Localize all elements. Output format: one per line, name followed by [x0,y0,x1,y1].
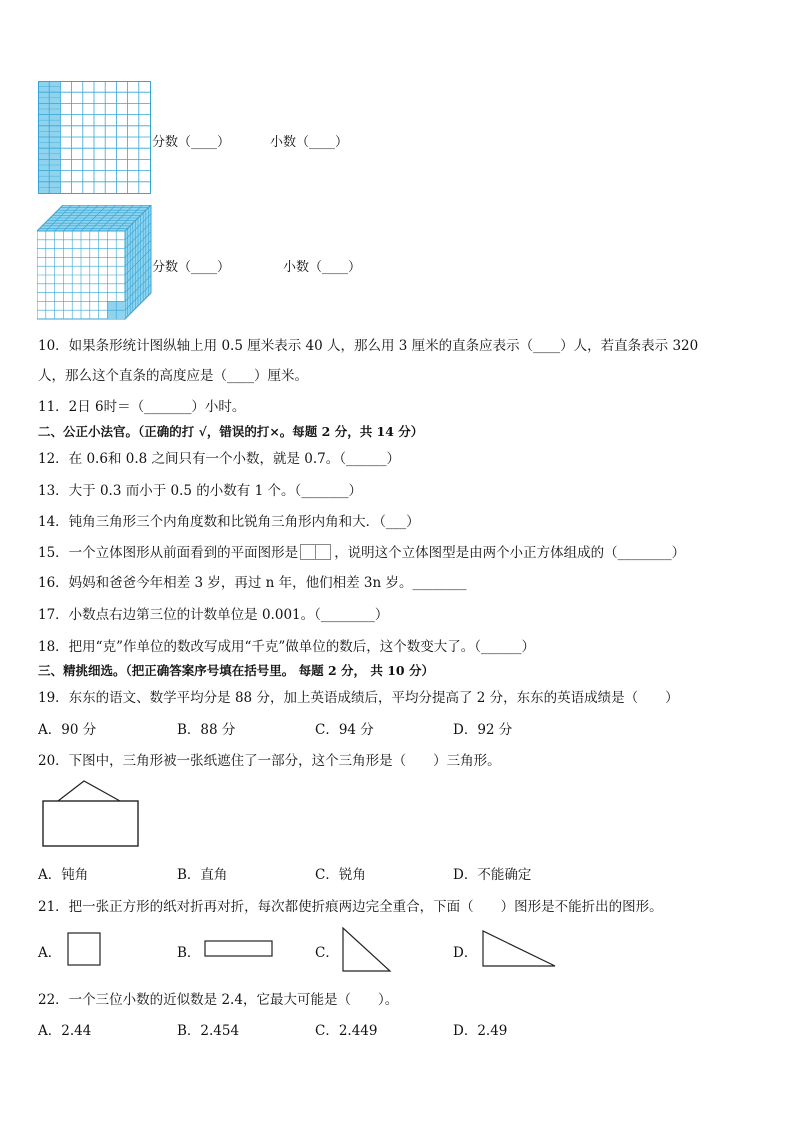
question-10-line-2: 人，那么这个直条的高度应是（____）厘米。 [38,368,308,384]
question-19: 19．东东的语文、数学平均分是 88 分，加上英语成绩后，平均分提高了 2 分，东东的英语成绩是（ ） [38,690,679,706]
section-3-heading: 三、精挑细选。（把正确答案序号填在括号里。 每题 2 分， 共 10 分） [38,663,434,678]
question-22: 22．一个三位小数的近似数是 2.4，它最大可能是（ ）。 [38,992,399,1008]
q19-option-c: C．94 分 [315,722,374,738]
question-17: 17．小数点右边第三位的计数单位是 0.001。（________） [38,607,389,623]
question-16: 16．妈妈和爸爸今年相差 3 岁，再过 n 年，他们相差 3n 岁。________ [38,575,467,591]
fraction-answer-label-1: 分数（____） [152,135,231,150]
q19-option-d: D．92 分 [453,722,513,738]
q22-option-b: B．2.454 [177,1023,240,1039]
q21-option-b: B． [177,945,201,961]
question-10-line-1: 10．如果条形统计图纵轴上用 0.5 厘米表示 40 人，那么用 3 厘米的直条应表示（____）人，若直条表示 320 [38,338,699,354]
decimal-answer-label-1: 小数（____） [270,135,349,150]
q22-option-d: D．2.49 [453,1023,508,1039]
grid-figure [38,81,152,199]
question-11: 11．2日 6时＝（_______）小时。 [38,399,246,415]
cube-figure [37,205,153,325]
right-triangle-shape [482,930,558,972]
q22-option-a: A．2.44 [38,1023,92,1039]
question-20: 20．下图中，三角形被一张纸遮住了一部分，这个三角形是（ ）三角形。 [38,753,501,769]
fraction-answer-label-2: 分数（____） [152,260,231,275]
q20-option-a: A．钝角 [38,867,89,883]
right-isosceles-triangle-shape [342,927,394,977]
q20-option-d: D．不能确定 [453,867,532,883]
question-12: 12．在 0.6和 0.8 之间只有一个小数，就是 0.7。（______） [38,451,401,467]
question-21: 21．把一张正方形的纸对折再对折，每次都使折痕两边完全重合，下面（ ）图形是不能折出的图形。 [38,899,663,915]
q22-option-c: C．2.449 [315,1023,378,1039]
section-2-heading: 二、公正小法官。（正确的打 √，错误的打×。每题 2 分，共 14 分） [38,424,424,439]
question-14: 14．钝角三角形三个内角度数和比锐角三角形内角和大．（___） [38,514,420,530]
covered-triangle-figure [42,780,142,852]
q19-option-a: A．90 分 [38,722,97,738]
q19-option-b: B．88 分 [177,722,236,738]
q20-option-b: B．直角 [177,867,228,883]
q21-option-d: D． [453,945,478,961]
question-15-after: ，说明这个立体图型是由两个小正方体组成的（________） [334,545,686,561]
question-15 [38,541,685,561]
decimal-answer-label-2: 小数（____） [283,260,362,275]
question-13: 13．大于 0.3 而小于 0.5 的小数有 1 个。（_______） [38,483,362,499]
q21-option-a: A． [38,945,62,961]
rectangle-shape [204,940,274,962]
q21-option-c: C． [315,945,339,961]
square-shape [67,932,101,970]
two-squares-figure [300,544,332,559]
q20-option-c: C．锐角 [315,867,366,883]
question-15-before: 15．一个立体图形从前面看到的平面图形是 [38,545,299,561]
question-18: 18．把用“克”作单位的数改写成用“千克”做单位的数后，这个数变大了。（______） [38,639,536,655]
